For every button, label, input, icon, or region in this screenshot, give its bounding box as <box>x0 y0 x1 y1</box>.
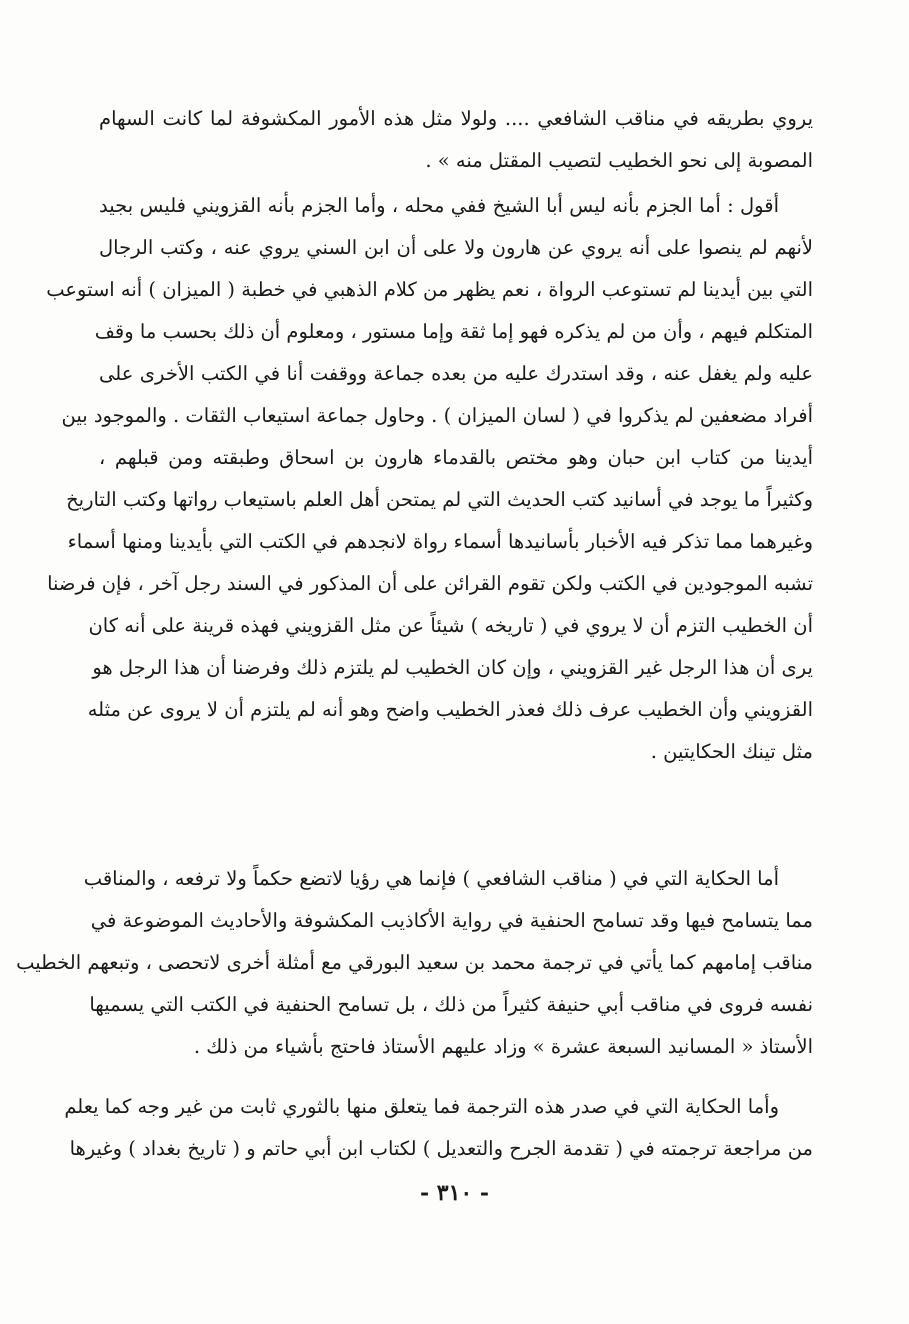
text-line: مما يتسامح فيها وقد تسامح الحنفية في رواية الأكاذيب المكشوفة والأحاديث الموضوعة في <box>90 909 813 932</box>
text-line: مناقب إمامهم كما يأتي في ترجمة محمد بن سعيد البورقي مع أمثلة أخرى لاتحصى ، وتبعهم الخطيب <box>16 951 813 974</box>
paragraph-manaqib <box>16 858 813 1068</box>
text-line: مثل تينك الحكايتين . <box>650 740 813 763</box>
text-line: نفسه فروى في مناقب أبي حنيفة كثيراً من ذلك ، بل تسامح الحنفية في الكتب التي يسميها <box>89 993 813 1016</box>
text-line: المتكلم فيهم ، وأن من لم يذكره فهو إما ثقة وإما مستور ، ومعلوم أن ذلك بحسب ما وقف <box>94 320 813 343</box>
paragraph-continuation <box>99 98 813 182</box>
text-line: أفراد مضعفين لم يذكروا في ( لسان الميزان ) . وحاول جماعة استيعاب الثقات . والموجود بين <box>61 404 813 427</box>
page-number: - ٣١٠ - <box>419 1180 490 1206</box>
text-line: وكثيراً ما يوجد في أسانيد كتب الحديث التي لم يمتحن أهل العلم باستيعاب رواتها وكتب التاريخ <box>66 488 813 511</box>
text-line: يروي بطريقه في مناقب الشافعي .... ولولا مثل هذه الأمور المكشوفة لما كانت السهام <box>99 107 813 130</box>
text-line: أما الحكاية التي في ( مناقب الشافعي ) فإنما هي رؤيا لاتضع حكماً ولا ترفعه ، والمناقب <box>83 867 779 890</box>
text-line: أيدينا من كتاب ابن حبان وهو مختص بالقدماء هارون بن اسحاق وطبقته ومن قبلهم ، <box>99 446 813 469</box>
text-line: الأستاذ « المسانيد السبعة عشرة » وزاد عليهم الأستاذ فاحتج بأشياء من ذلك . <box>193 1035 813 1058</box>
text-line: أن الخطيب التزم أن لا يروي في ( تاريخه ) شيئاً عن مثل القزويني فهذه قرينة على أنه كان <box>88 614 813 637</box>
text-line: أقول : أما الجزم بأنه ليس أبا الشيخ ففي محله ، وأما الجزم بأنه القزويني فليس بجيد <box>99 194 779 217</box>
text-line: من مراجعة ترجمته في ( تقدمة الجرح والتعديل ) لكتاب ابن أبي حاتم و ( تاريخ بغداد ) وغيرها <box>69 1137 813 1160</box>
text-line: المصوبة إلى نحو الخطيب لتصيب المقتل منه » . <box>425 149 813 172</box>
text-line: عليه ولم يغفل عنه ، وقد استدرك عليه من بعده جماعة ووقفت أنا في الكتب الأخرى على <box>99 362 813 385</box>
text-line: التي بين أيدينا لم تستوعب الرواة ، نعم يظهر من كلام الذهبي في خطبة ( الميزان ) أنه استوعب <box>46 278 813 301</box>
paragraph-thawri <box>64 1086 813 1170</box>
text-line: تشبه الموجودين في الكتب ولكن تقوم القرائن على أن المذكور في السند رجل آخر ، فإن فرضنا <box>47 572 813 595</box>
text-line: القزويني وأن الخطيب عرف ذلك فعذر الخطيب واضح وهو أنه لم يلتزم أن لا يروى عن مثله <box>87 698 813 721</box>
text-line: وأما الحكاية التي في صدر هذه الترجمة فما يتعلق منها بالثوري ثابت من غير وجه كما يعلم <box>64 1095 779 1118</box>
text-line: وغيرهما مما تذكر فيه الأخبار بأسانيدها أسماء رواة لانجدهم في الكتب التي بأيدينا ومنها أسماء <box>67 530 813 553</box>
text-line: لأنهم لم ينصوا على أنه يروي عن هارون ولا على أن ابن السني يروي عنه ، وكتب الرجال <box>99 236 813 259</box>
text-line: يرى أن هذا الرجل غير القزويني ، وإن كان الخطيب لم يلتزم ذلك وفرضنا أن هذا الرجل هو <box>92 656 813 679</box>
paragraph-aqul <box>46 185 813 773</box>
